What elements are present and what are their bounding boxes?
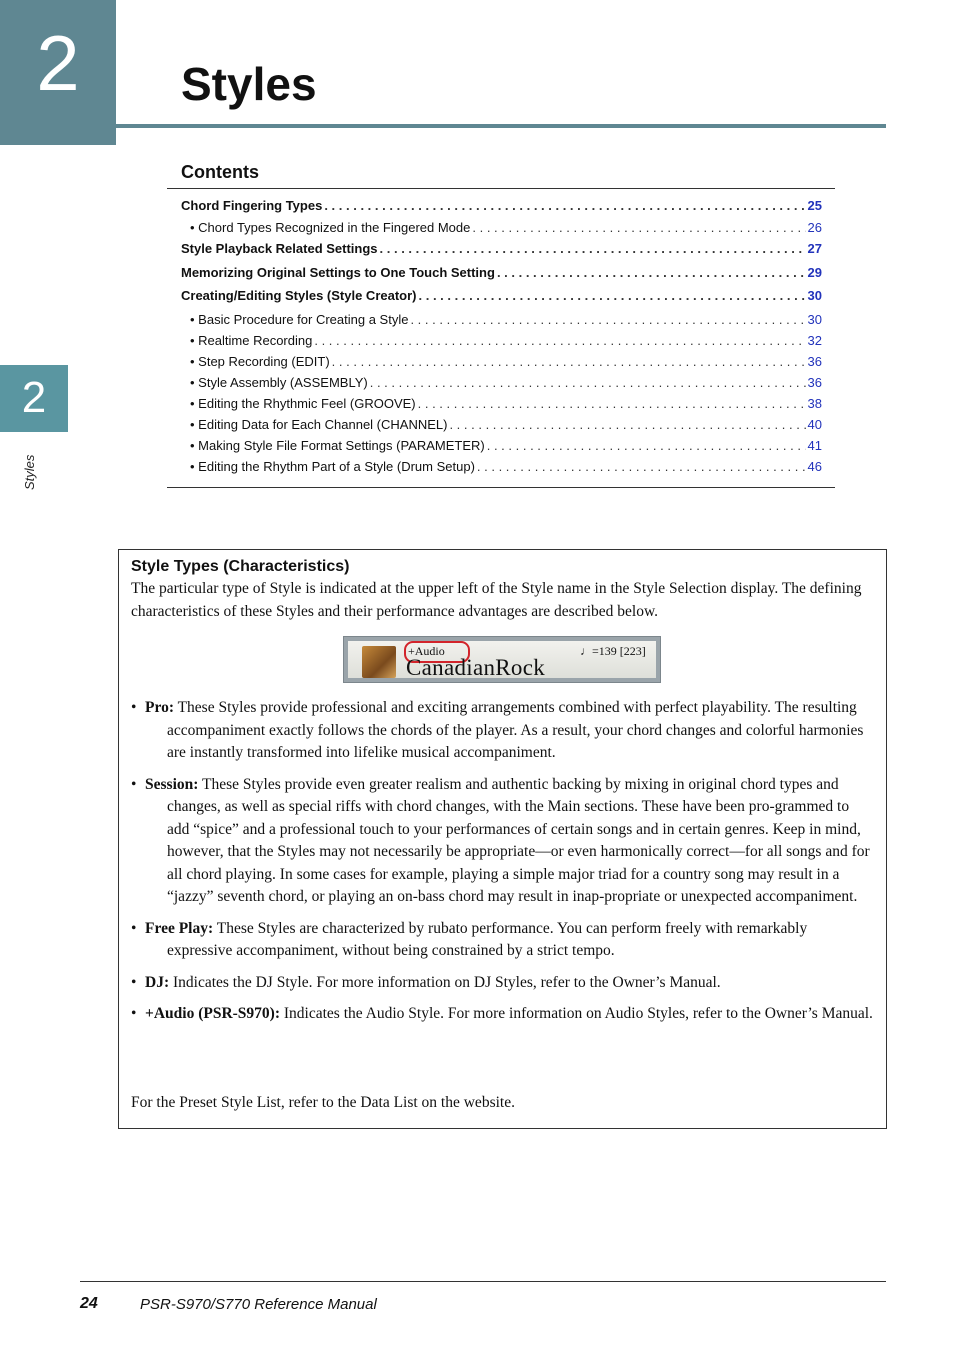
style-type-badge: +Audio — [408, 644, 445, 658]
toc-page-link[interactable]: 36 — [807, 353, 822, 369]
toc-entry[interactable]: • Style Assembly (ASSEMBLY) . . . 36 — [181, 373, 822, 394]
bullet-icon: • — [131, 973, 137, 991]
toc-entry[interactable]: • Basic Procedure for Creating a Style . . . 30 — [181, 310, 822, 331]
list-item: • Session: These Styles provide even greater realism and authentic backing by mixing in original chord types and changes, as well as special riffs with chord changes, with the Main sections. These have been pro-grammed to add “spice” and a professional touch to your performances of certain songs and in certain genres. Keep in mind, however, that the Styles may not necessarily be appropriate—or even harmonically correct—for all songs and for all chord playing. In some cases for example, playing a simple major triad for a country song may result in a “jazzy” seventh chord, or playing an on-bass chord may result in inap-propriate or unexpected accompaniment. — [131, 775, 870, 905]
toc-page-link[interactable]: 46 — [807, 458, 822, 474]
toc-page-link[interactable]: 38 — [807, 395, 822, 411]
toc-page-link[interactable]: 26 — [807, 220, 822, 235]
manual-title: PSR-S970/S770 Reference Manual — [140, 1296, 377, 1313]
toc-page-link[interactable]: 30 — [807, 288, 822, 303]
style-list-note: For the Preset Style List, refer to the Data List on the website. — [131, 1094, 515, 1111]
display-panel — [348, 641, 656, 678]
side-chapter-number: 2 — [21, 373, 47, 422]
style-selection-display — [343, 636, 661, 683]
toc-page-link[interactable]: 25 — [807, 198, 822, 213]
page-number: 24 — [80, 1295, 98, 1312]
bullet-icon: • — [131, 1005, 137, 1022]
toc-entry[interactable]: • Editing Data for Each Channel (CHANNEL) . . . 40 — [181, 415, 822, 436]
page-title: Styles — [181, 58, 317, 110]
tempo-readout: ♩=139 [223] — [580, 644, 646, 658]
contents-rule-bottom — [167, 487, 835, 488]
toc-entry[interactable]: Creating/Editing Styles (Style Creator) . . . 30 — [181, 286, 822, 310]
toc-page-link[interactable]: 27 — [807, 241, 822, 256]
toc-entry[interactable]: • Editing the Rhythm Part of a Style (Drum Setup) . . . 46 — [181, 457, 822, 478]
table-of-contents — [181, 196, 822, 478]
toc-page-link[interactable]: 30 — [807, 311, 822, 327]
toc-page-link[interactable]: 40 — [807, 416, 822, 432]
toc-entry[interactable]: Style Playback Related Settings . . . 27 — [181, 239, 822, 263]
toc-entry[interactable]: • Making Style File Format Settings (PARAMETER) . . . 41 — [181, 436, 822, 457]
list-item: • Pro: These Styles provide professional and exciting arrangements combined with perfect playability. The resulting accompaniment exactly follows the chords of the player. As a result, your chord changes and colorful harmonies are instantly transformed into lifelike musical accompaniment. — [131, 699, 864, 761]
style-type-list — [131, 697, 873, 1035]
toc-page-link[interactable]: 41 — [807, 437, 822, 453]
bullet-icon: • — [131, 699, 137, 716]
list-item: • Free Play: These Styles are characterized by rubato performance. You can perform freely with remarkably expressive accompaniment, without being constrained by a strict tempo. — [131, 919, 808, 959]
toc-page-link[interactable]: 29 — [807, 264, 822, 280]
contents-rule-top — [167, 188, 835, 189]
side-chapter-label: Styles — [22, 454, 37, 490]
title-rule — [116, 124, 886, 128]
title-rule-left — [0, 124, 116, 128]
contents-heading: Contents — [181, 162, 259, 182]
toc-entry[interactable]: Memorizing Original Settings to One Touch Setting . . . 29 — [181, 263, 822, 287]
style-thumbnail-image — [362, 646, 396, 678]
style-name: CanadianRock — [406, 655, 546, 680]
toc-entry[interactable]: • Step Recording (EDIT) . . . 36 — [181, 352, 822, 373]
toc-page-link[interactable]: 32 — [807, 332, 822, 348]
toc-entry[interactable]: • Editing the Rhythmic Feel (GROOVE) . . . 38 — [181, 394, 822, 415]
footer-rule — [80, 1281, 886, 1282]
toc-page-link[interactable]: 36 — [807, 374, 822, 390]
toc-entry[interactable]: Chord Fingering Types . . . 25 — [181, 196, 822, 218]
list-item: • DJ: Indicates the DJ Style. For more information on DJ Styles, refer to the Owner’s Manual. — [131, 972, 873, 995]
toc-entry[interactable]: • Realtime Recording . . . 32 — [181, 331, 822, 352]
chapter-number: 2 — [36, 19, 80, 107]
style-types-intro: The particular type of Style is indicated at the upper left of the Style name in the Style Selection display. The defining characteristics of these Styles and their performance advantages are described below. — [131, 580, 862, 620]
style-types-heading: Style Types (Characteristics) — [131, 558, 350, 575]
bullet-icon: • — [131, 919, 137, 937]
bullet-icon: • — [131, 775, 137, 793]
toc-entry[interactable]: • Chord Types Recognized in the Fingered Mode . . . 26 — [181, 218, 822, 239]
list-item: • +Audio (PSR-S970): Indicates the Audio Style. For more information on Audio Styles, refer to the Owner’s Manual. — [131, 1003, 873, 1026]
